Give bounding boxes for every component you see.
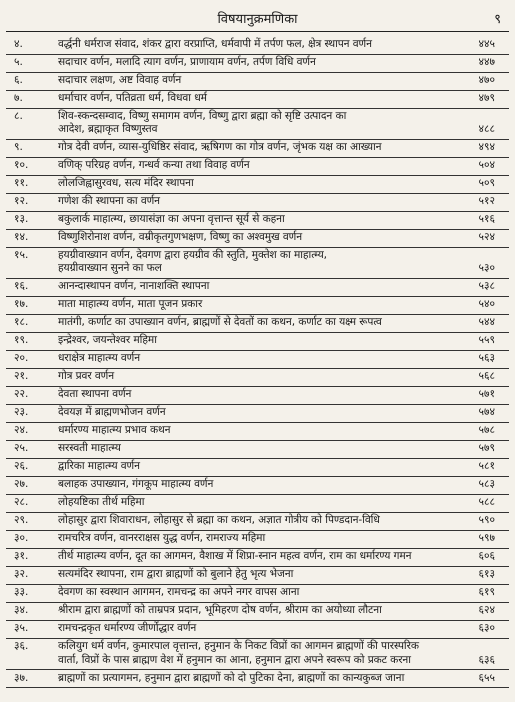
toc-entry-page: ५६८ (478, 370, 495, 383)
toc-entry (0, 550, 515, 563)
header-page-number: ९ (494, 12, 501, 27)
entry-divider (6, 54, 509, 55)
toc-entry (0, 672, 515, 685)
toc-entry (0, 622, 515, 635)
toc-entry (0, 568, 515, 581)
toc-entry (0, 316, 515, 329)
toc-entry-page: ५४० (478, 298, 495, 311)
toc-entry-page: ६१९ (478, 586, 495, 599)
toc-entry-number: १३. (14, 213, 29, 226)
toc-entry-title: वार्ता, विप्रों के पास ब्राह्मण वेश में हनुमान का आना, हनुमान द्वारा अपने स्वरूप को प्रकट करना (58, 653, 411, 666)
toc-entry-title: वर्द्धनी धर्मराज संवाद, शंकर द्वारा वरप्राप्ति, धर्मवापी में तर्पण फल, क्षेत्र स्थापन वर्णन (58, 38, 372, 50)
toc-entry-title: इन्द्रेश्वर, जयन्तेश्वर महिमा (58, 334, 157, 347)
entry-divider (6, 193, 509, 194)
toc-entry-title: द्वारिका माहात्म्य वर्णन (58, 460, 140, 473)
entry-divider (6, 458, 509, 459)
toc-entry-number: ३५. (14, 622, 29, 635)
toc-entry-page: ४७० (478, 74, 495, 86)
entry-divider (6, 404, 509, 405)
toc-entry-title: धर्माचार वर्णन, पतिव्रता धर्म, विधवा धर्म (58, 92, 207, 104)
toc-entry-title: सरस्वती माहात्म्य (58, 442, 121, 455)
page-header (0, 0, 515, 34)
toc-entry-page: ६५५ (478, 671, 495, 684)
toc-entry-title: विष्णुशिरोनाश वर्णन, वम्रीकृतगुणभक्षण, विष्णु का अश्वमुख वर्णन (58, 231, 302, 244)
entry-divider (6, 72, 509, 73)
toc-entry-number: २६. (14, 460, 29, 473)
toc-entry-number: ३२. (14, 568, 29, 581)
entry-divider (6, 584, 509, 585)
toc-entry-number: ५. (14, 56, 23, 68)
toc-entry-number: ८. (14, 110, 23, 122)
toc-entry-page: ५१२ (478, 195, 495, 208)
toc-entry-number: २०. (14, 352, 29, 365)
toc-entry-number: १९. (14, 334, 29, 347)
toc-entry-title: आनन्दास्थापन वर्णन, नानाशक्ति स्थापना (58, 280, 210, 293)
toc-entry-title: लोलजिह्वासुरवध, सत्य मंदिर स्थापना (58, 177, 194, 190)
entry-divider (6, 476, 509, 477)
entry-divider (6, 530, 509, 531)
entry-divider (6, 548, 509, 549)
entry-divider (6, 638, 509, 639)
toc-entry-number: २९. (14, 514, 29, 527)
toc-entry-page: ५३० (478, 262, 495, 275)
entry-divider (6, 296, 509, 297)
toc-entry-page: ५५९ (478, 334, 495, 347)
toc-entry-title: मातंगी, कर्णाट का उपाख्यान वर्णन, ब्राह्मणों से देवतों का कथन, कर्णाट का यक्ष्म रूपत्व (58, 316, 382, 329)
header-divider (6, 31, 509, 32)
toc-entry (0, 92, 515, 105)
toc-entry-page: ६१३ (478, 568, 495, 581)
toc-entry-title: आदेश, ब्रह्माकृत विष्णुस्तव (58, 123, 158, 136)
toc-entry-page: ५९७ (478, 532, 495, 545)
toc-entry-number: २४. (14, 424, 29, 437)
toc-entry (0, 640, 515, 666)
toc-entry-page: ४९४ (478, 141, 495, 154)
toc-entry (0, 478, 515, 491)
entry-divider (6, 512, 509, 513)
header-title: विषयानुक्रमणिका (217, 12, 298, 27)
toc-entry-page: ५७४ (478, 406, 495, 419)
toc-entry (0, 213, 515, 226)
entry-divider (6, 687, 509, 688)
toc-entry-number: १६. (14, 280, 29, 293)
toc-entry-number: १०. (14, 159, 29, 172)
toc-entry-page: ५०४ (478, 159, 495, 172)
entry-divider (6, 139, 509, 140)
toc-entry-number: ३७. (14, 671, 29, 684)
toc-entry-number: २२. (14, 388, 29, 401)
toc-entry-page: ५१६ (478, 213, 495, 226)
toc-entry-page: ५८१ (478, 460, 495, 473)
toc-entry (0, 74, 515, 87)
toc-entry-number: ३६. (14, 640, 29, 653)
toc-entry-page: ५७८ (478, 424, 495, 437)
entry-divider (6, 602, 509, 603)
toc-entry (0, 298, 515, 311)
toc-entry-page: ५४४ (478, 316, 495, 329)
toc-entry-number: ११. (14, 177, 29, 190)
toc-entry-page: ४४५ (478, 38, 495, 50)
toc-entry-number: ३१. (14, 550, 29, 563)
toc-entry-title: देवयज्ञ में ब्राह्मणभोजन वर्णन (58, 406, 166, 419)
toc-entry (0, 424, 515, 437)
entry-divider (6, 494, 509, 495)
toc-entry-title: सदाचार वर्णन, मलादि त्याग वर्णन, प्राणायाम वर्णन, तर्पण विधि वर्णन (58, 56, 316, 68)
toc-entry (0, 532, 515, 545)
entry-divider (6, 314, 509, 315)
toc-entry-number: ९. (14, 141, 23, 154)
entry-divider (6, 108, 509, 109)
toc-entry-title: सत्यमंदिर स्थापना, राम द्वारा ब्राह्मणों को बुलाने हेतु भृत्य भेजना (58, 568, 294, 581)
entry-divider (6, 90, 509, 91)
toc-entry-number: १४. (14, 231, 29, 244)
toc-entry-number: २७. (14, 478, 29, 491)
toc-entry-page: ५६३ (478, 352, 495, 365)
toc-entry-title: हयग्रीवाख्यान सुनने का फल (58, 262, 162, 275)
toc-entry-number: १७. (14, 298, 29, 311)
toc-entry-number: ७. (14, 92, 23, 104)
toc-entry (0, 586, 515, 599)
toc-entry (0, 496, 515, 509)
toc-entry-title: देवता स्थापना वर्णन (58, 388, 132, 401)
toc-entry-page: ५२४ (478, 231, 495, 244)
entry-divider (6, 175, 509, 176)
toc-entry-title: धराक्षेत्र माहात्म्य वर्णन (58, 352, 141, 365)
toc-entry-number: २१. (14, 370, 29, 383)
toc-entry (0, 334, 515, 347)
toc-entry-page: ४७९ (478, 92, 495, 104)
toc-entry-title: बलाहक उपाख्यान, गंगकूप माहात्म्य वर्णन (58, 478, 214, 491)
toc-entry-number: १५. (14, 249, 29, 262)
toc-entry-title: देवगण का स्वस्थान आगमन, रामचन्द्र का अपने नगर वापस आना (58, 586, 300, 599)
toc-entry (0, 141, 515, 154)
toc-entry-page: ५७९ (478, 442, 495, 455)
toc-entry-page: ६०६ (478, 550, 495, 563)
toc-entry-title: रामचरित्र वर्णन, वानरराक्षस युद्ध वर्णन, रामराज्य महिमा (58, 532, 266, 545)
entry-divider (6, 422, 509, 423)
toc-entry-page: ४८८ (478, 123, 495, 136)
toc-entry-page: ४४७ (478, 56, 495, 68)
toc-entry-number: ४. (14, 38, 23, 50)
toc-entry-title: तीर्थ माहात्म्य वर्णन, दूत का आगमन, वैशाख में शिप्रा-स्नान महत्व वर्णन, राम का धर्मारण्य गमन (58, 550, 412, 563)
entry-divider (6, 278, 509, 279)
toc-entry (0, 159, 515, 172)
toc-entry-page: ५९० (478, 514, 495, 527)
toc-entry-number: ६. (14, 74, 23, 86)
toc-entry (0, 460, 515, 473)
entry-divider (6, 669, 509, 670)
entry-divider (6, 350, 509, 351)
toc-entry (0, 38, 515, 51)
toc-entry-page: ५७१ (478, 388, 495, 401)
toc-entry (0, 352, 515, 365)
toc-entry-title: लोहासुर द्वारा शिवाराधन, लोहासुर से ब्रह्मा का कथन, अज्ञात गोत्रीय को पिण्डदान-विधि (58, 514, 380, 527)
toc-entry-title: बकुलार्क माहात्म्य, छायासंज्ञा का अपना वृत्तान्त सूर्य से कहना (58, 213, 285, 226)
toc-entry-title: गोत्र प्रवर वर्णन (58, 370, 114, 383)
toc-entry (0, 406, 515, 419)
toc-entry (0, 514, 515, 527)
entry-divider (6, 566, 509, 567)
toc-entry-title: सदाचार लक्षण, अष्ट विवाह वर्णन (58, 74, 182, 86)
toc-entry-title: गणेश की स्थापना का वर्णन (58, 195, 160, 208)
entry-divider (6, 368, 509, 369)
toc-entry-title: श्रीराम द्वारा ब्राह्मणों को ताम्रपत्र प्रदान, भूमिहरण दोष वर्णन, श्रीराम का अयोध्या लौटना (58, 604, 382, 617)
toc-entry (0, 56, 515, 69)
toc-entry-title: ब्राह्मणों का प्रत्यागमन, हनुमान द्वारा ब्राह्मणों को दो पुटिका देना, ब्राह्मणों का कान्यकुब्ज जाना (58, 671, 405, 684)
entry-divider (6, 157, 509, 158)
toc-entry-number: २८. (14, 496, 29, 509)
toc-entry-title: लोहयष्टिका तीर्थ महिमा (58, 496, 145, 509)
toc-entry-page: ५०९ (478, 177, 495, 190)
entry-divider (6, 440, 509, 441)
entry-divider (6, 386, 509, 387)
toc-entry-title: धर्मारण्य माहात्म्य प्रभाव कथन (58, 424, 171, 437)
toc-entry-page: ६२४ (478, 604, 495, 617)
toc-entry-number: १२. (14, 195, 29, 208)
entry-divider (6, 247, 509, 248)
toc-entry-title: रामचन्द्रकृत धर्मारण्य जीर्णोद्धार वर्णन (58, 622, 197, 635)
toc-entry (0, 110, 515, 136)
entry-divider (6, 211, 509, 212)
entry-divider (6, 620, 509, 621)
entry-divider (6, 332, 509, 333)
toc-entry-title: माता माहात्म्य वर्णन, माता पूजन प्रकार (58, 298, 203, 311)
toc-entry-title: कलियुग धर्म वर्णन, कुमारपाल वृत्तान्त, हनुमान के निकट विप्रों का आगमन ब्राह्मणों की पारस्परिक (58, 640, 419, 653)
toc-entry (0, 370, 515, 383)
toc-entry (0, 442, 515, 455)
toc-entry-title: हयग्रीवाख्यान वर्णन, देवगण द्वारा हयग्रीव की स्तुति, मुक्तेश का माहात्म्य, (58, 249, 327, 262)
toc-entry-number: २५. (14, 442, 29, 455)
toc-entry-number: २३. (14, 406, 29, 419)
toc-entry-title: शिव-स्कन्दसम्वाद, विष्णु समागम वर्णन, विष्णु द्वारा ब्रह्मा को सृष्टि उत्पादन का (58, 110, 347, 122)
toc-entry-page: ५८३ (478, 478, 495, 491)
toc-entry (0, 249, 515, 275)
toc-entry (0, 388, 515, 401)
toc-entry-number: ३४. (14, 604, 29, 617)
toc-entry-page: ६३६ (478, 653, 495, 666)
toc-entry-number: १८. (14, 316, 29, 329)
toc-entry (0, 177, 515, 190)
toc-entry-page: ५३८ (478, 280, 495, 293)
toc-entry (0, 195, 515, 208)
entry-divider (6, 229, 509, 230)
toc-entry-title: वणिक् परिग्रह वर्णन, गन्धर्व कन्या तथा विवाह वर्णन (58, 159, 250, 172)
toc-entry (0, 604, 515, 617)
toc-entry (0, 231, 515, 244)
toc-entry-number: ३३. (14, 586, 29, 599)
toc-entry-page: ६३० (478, 622, 495, 635)
toc-entry-title: गोत्र देवी वर्णन, व्यास-युधिष्ठिर संवाद, ऋषिगण का गोत्र वर्णन, जृंभक यक्ष का आख्यान (58, 141, 382, 154)
toc-entry-number: ३०. (14, 532, 29, 545)
toc-entry (0, 280, 515, 293)
toc-entry-page: ५८८ (478, 496, 495, 509)
